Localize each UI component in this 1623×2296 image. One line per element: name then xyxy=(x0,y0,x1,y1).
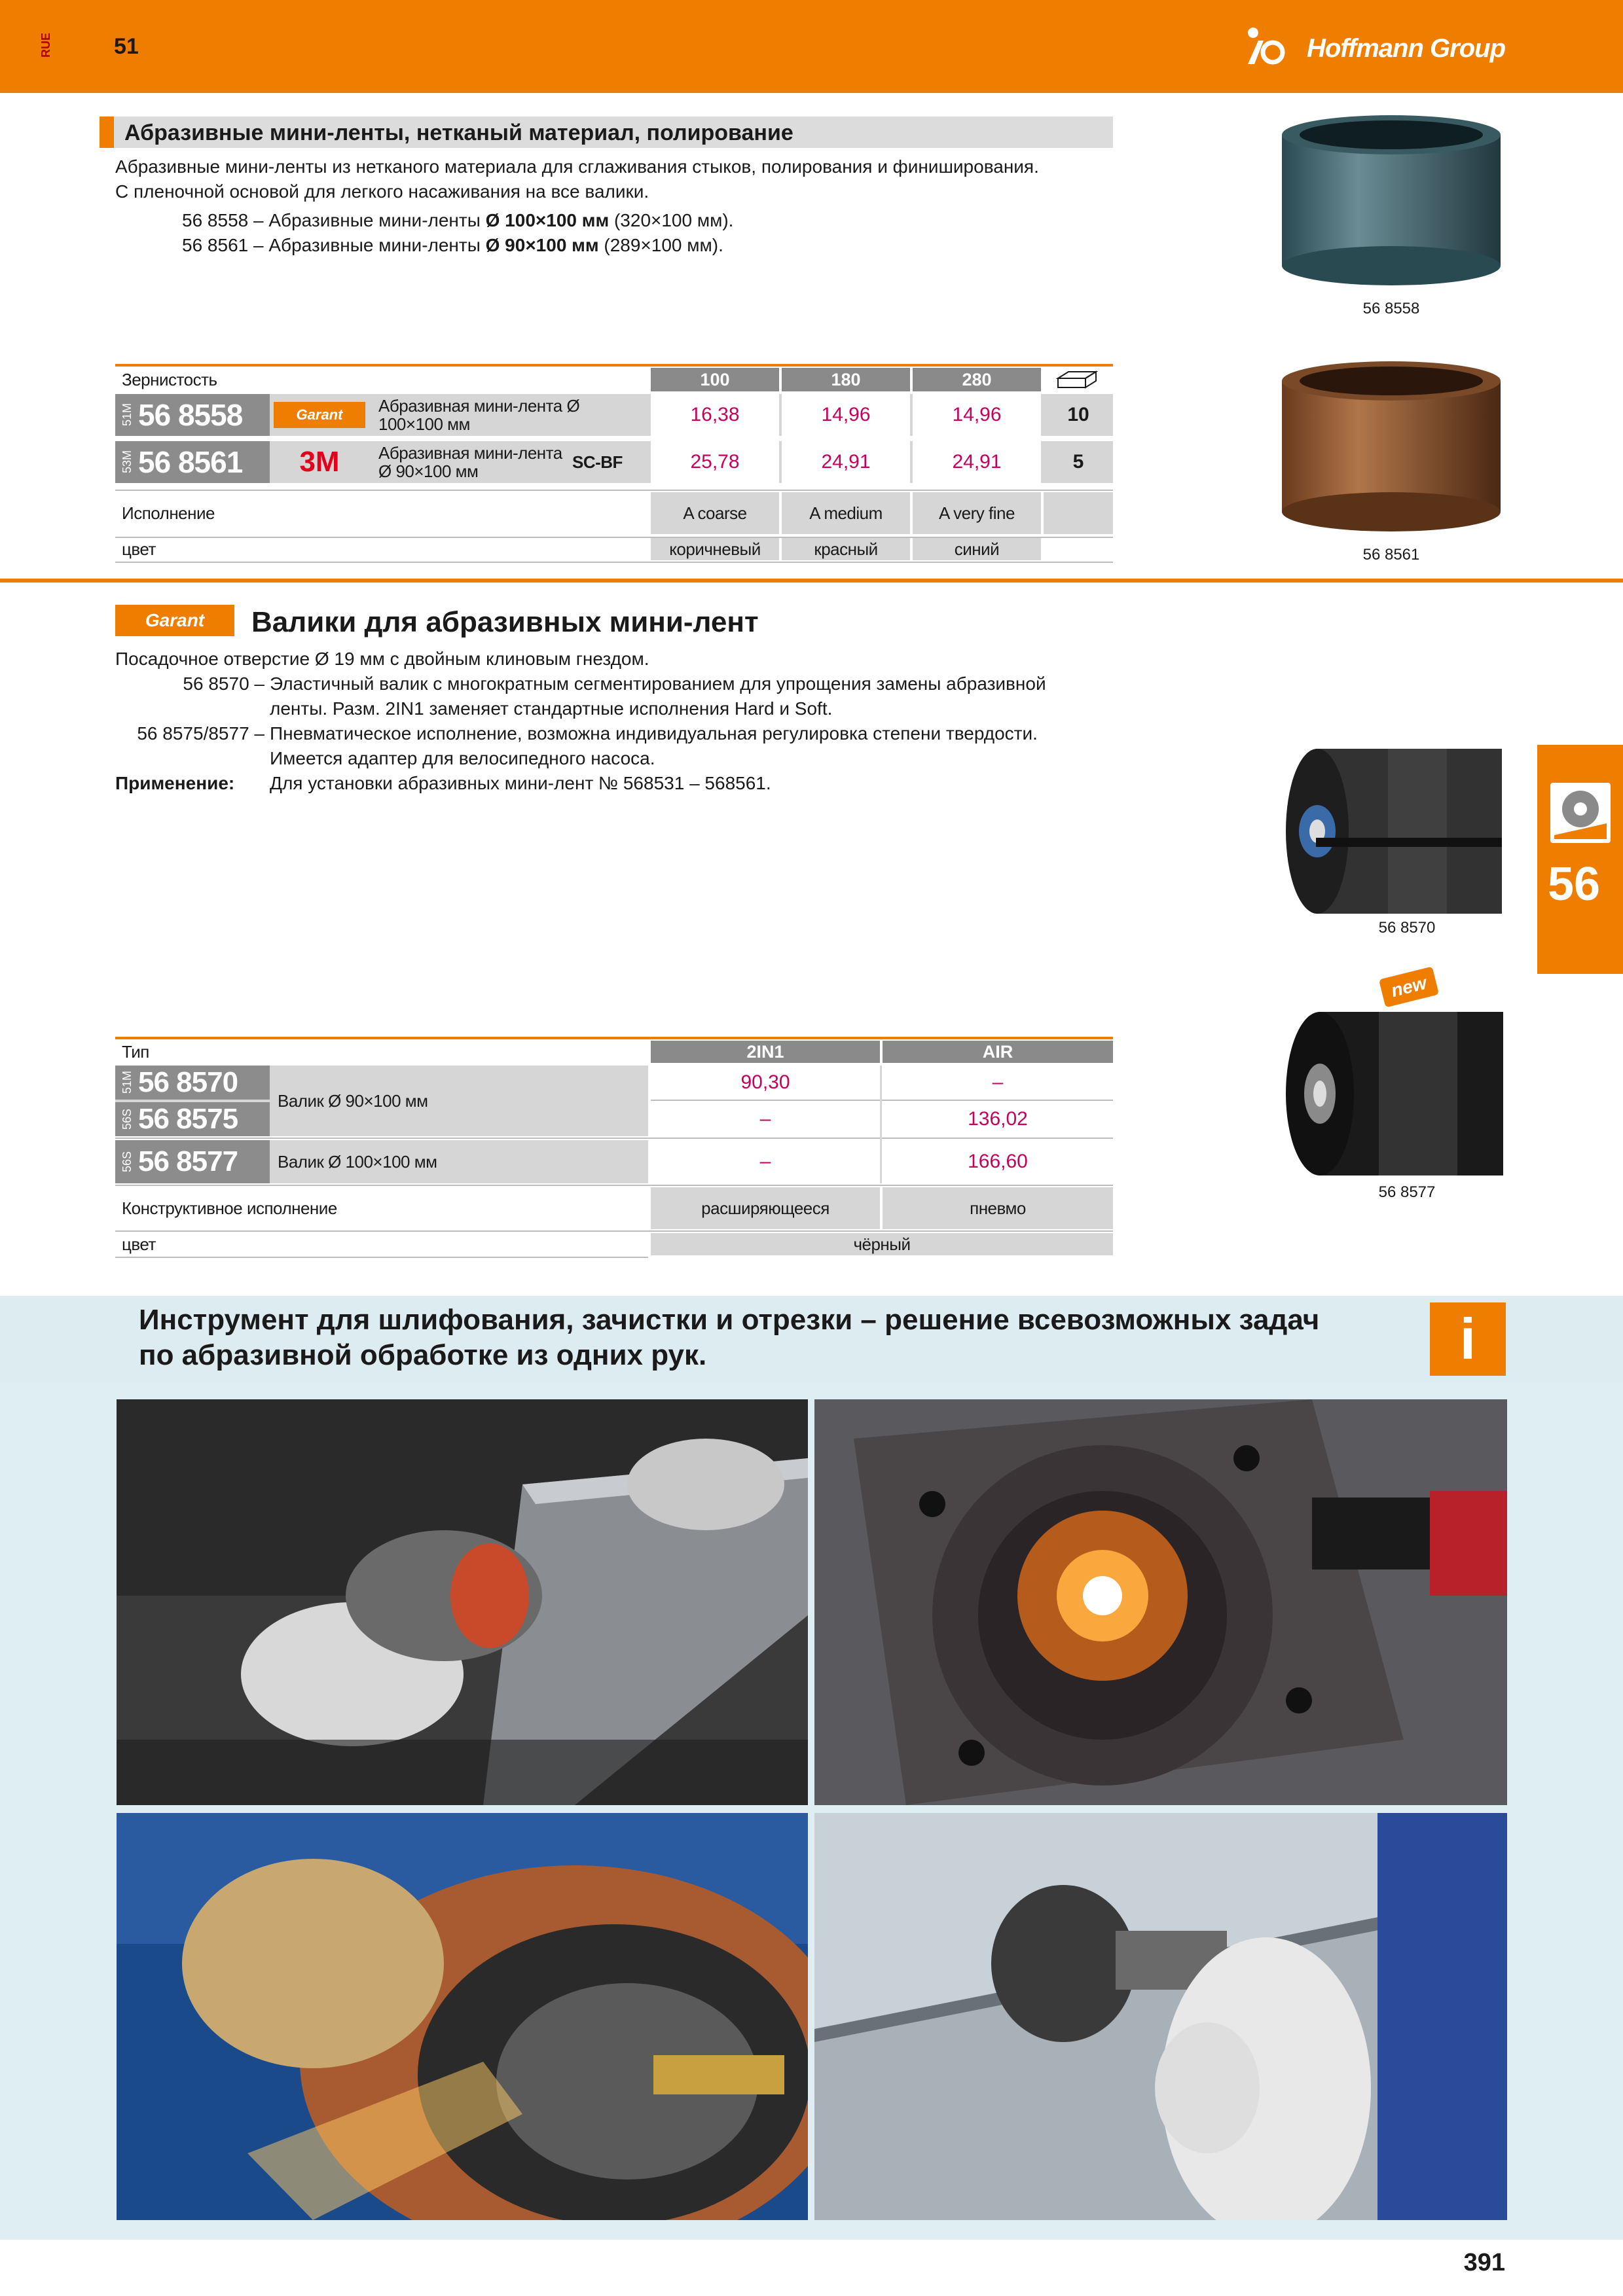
region-tag: RUE xyxy=(39,33,52,58)
item-text: Пневматическое исполнение, возможна индивидуальная регулировка степени твердости. xyxy=(270,723,1038,744)
page-number: 391 xyxy=(1463,2249,1505,2276)
color-cell: красный xyxy=(782,538,910,560)
section-divider xyxy=(0,579,1623,583)
price-cell: 14,96 xyxy=(782,394,910,436)
item-extra: (289×100 мм). xyxy=(604,235,723,255)
row-divider xyxy=(651,1100,1113,1101)
table-top-rule xyxy=(115,364,1113,367)
application-text: Для установки абразивных мини-лент № 568531 – 568561. xyxy=(270,773,771,793)
image-caption: 56 8577 xyxy=(1378,1183,1436,1201)
photo-sparks xyxy=(814,1399,1507,1805)
color-label: цвет xyxy=(122,1234,156,1254)
article-code: 56 8561 xyxy=(138,445,243,479)
price-cell: – xyxy=(992,1071,1004,1093)
price-cell: 24,91 xyxy=(913,441,1041,483)
item-list xyxy=(115,672,1176,796)
table-top-rule xyxy=(115,1037,1113,1039)
color-cell: синий xyxy=(913,538,1041,560)
execution-label: Исполнение xyxy=(122,503,215,523)
article-prefix: 56S xyxy=(120,1151,134,1173)
item-code: 56 8558 – xyxy=(182,210,264,230)
type-header: AIR xyxy=(883,1041,1113,1063)
list-item xyxy=(115,672,1176,721)
info-title xyxy=(139,1302,1383,1373)
row-divider xyxy=(115,1185,1113,1186)
info-icon: i xyxy=(1430,1302,1506,1376)
new-badge xyxy=(1379,966,1439,1007)
description-line: Абразивные мини-ленты из нетканого материала для сглаживания стыков, полирования и финиширования. xyxy=(115,156,1039,177)
row-description: Абразивная мини-лента Ø 90×100 мм xyxy=(378,443,562,481)
cutting-disc-icon xyxy=(1550,783,1611,843)
chapter-number: 51 xyxy=(114,34,139,59)
type-header: 2IN1 xyxy=(651,1041,880,1063)
photo-angle-grinder xyxy=(117,1399,808,1805)
photo-weld-brushing xyxy=(814,1813,1507,2220)
row-divider xyxy=(115,1230,1113,1232)
price-cell: 16,38 xyxy=(651,394,779,436)
photo-belt-sander xyxy=(117,1813,808,2220)
item-extra: (320×100 мм). xyxy=(613,210,734,230)
product-image-blue-band xyxy=(1277,113,1506,296)
grit-header: 100 xyxy=(651,368,779,391)
section-description: Посадочное отверстие Ø 19 мм с двойным клиновым гнездом. xyxy=(115,649,649,669)
article-code: 56 8575 xyxy=(138,1103,238,1135)
info-title-line: Инструмент для шлифования, зачистки и отрезки – решение всевозможных задач xyxy=(139,1304,1320,1336)
section-title: Валики для абразивных мини-лент xyxy=(251,606,759,638)
grit-label: Зернистость xyxy=(122,369,217,389)
row-divider xyxy=(115,1138,1113,1139)
execution-cell: A very fine xyxy=(913,492,1041,534)
article-number xyxy=(115,394,270,436)
section-title-bar xyxy=(100,117,1113,148)
image-caption: 56 8570 xyxy=(1378,919,1436,937)
color-cell: чёрный xyxy=(651,1233,1113,1255)
grit-header: 180 xyxy=(782,368,910,391)
price-cell: – xyxy=(759,1151,771,1172)
type-label: Тип xyxy=(122,1041,149,1062)
description-line: С пленочной основой для легкого насаживания на все валики. xyxy=(115,181,649,202)
list-item xyxy=(115,721,1176,771)
item-text: Абразивные мини-ленты xyxy=(268,235,481,255)
article-prefix: 51M xyxy=(120,403,134,427)
item-code: 56 8575/8577 – xyxy=(137,723,264,744)
info-title-line: по абразивной обработке из одних рук. xyxy=(139,1339,707,1371)
brand-name: Hoffmann Group xyxy=(1306,34,1505,63)
article-code: 56 8570 xyxy=(138,1066,238,1098)
brand-label: Garant xyxy=(296,406,343,423)
price-cell: 25,78 xyxy=(651,441,779,483)
image-caption: 56 8561 xyxy=(1362,546,1420,564)
list-item xyxy=(182,208,1099,233)
row-variant: SC-BF xyxy=(572,452,623,472)
3m-logo: 3M xyxy=(299,446,340,478)
item-text: ленты. Разм. 2IN1 заменяет стандартные исполнения Hard и Soft. xyxy=(270,698,833,719)
price-cell: 90,30 xyxy=(740,1071,790,1093)
article-number xyxy=(115,441,270,483)
item-list xyxy=(182,208,1099,258)
article-prefix: 56S xyxy=(120,1108,134,1130)
article-code: 56 8577 xyxy=(138,1145,238,1177)
item-code: 56 8561 – xyxy=(182,235,264,255)
article-code: 56 8558 xyxy=(138,398,243,432)
pack-quantity: 10 xyxy=(1067,404,1089,425)
garant-logo xyxy=(115,605,234,636)
grit-header: 280 xyxy=(913,368,1041,391)
article-number xyxy=(115,1102,270,1136)
price-cell: – xyxy=(759,1108,771,1130)
item-size: Ø 90×100 мм xyxy=(485,235,599,255)
construction-label: Конструктивное исполнение xyxy=(122,1198,337,1218)
brand-label: Garant xyxy=(145,610,205,630)
article-number xyxy=(115,1066,270,1100)
item-code: 56 8570 – xyxy=(183,673,264,694)
garant-logo xyxy=(274,402,365,428)
price-cell: 136,02 xyxy=(968,1108,1028,1130)
row-description: Валик Ø 90×100 мм xyxy=(278,1090,428,1111)
row-divider xyxy=(115,490,1113,491)
row-description: Абразивная мини-лента Ø 100×100 мм xyxy=(378,396,580,434)
product-image-roller xyxy=(1277,740,1512,923)
article-prefix: 53M xyxy=(120,450,134,474)
row-description: Валик Ø 100×100 мм xyxy=(278,1151,437,1172)
price-cell: 14,96 xyxy=(913,394,1041,436)
price-cell: 166,60 xyxy=(968,1151,1028,1172)
row-divider xyxy=(115,562,1113,563)
article-number xyxy=(115,1140,270,1183)
construction-cell: расширяющееся xyxy=(651,1187,880,1229)
section-title: Абразивные мини-ленты, нетканый материал, полирование xyxy=(124,120,793,145)
image-caption: 56 8558 xyxy=(1362,300,1420,317)
execution-cell: A coarse xyxy=(651,492,779,534)
execution-cell: A medium xyxy=(782,492,910,534)
application-line xyxy=(115,771,1176,796)
product-image-brown-band xyxy=(1277,359,1506,542)
construction-cell: пневмо xyxy=(883,1187,1113,1229)
empty-cell xyxy=(1044,492,1113,534)
column-divider xyxy=(880,1066,882,1183)
application-label: Применение: xyxy=(115,773,235,793)
package-icon xyxy=(1055,368,1099,391)
chapter-number: 56 xyxy=(1548,858,1601,910)
price-cell: 24,91 xyxy=(782,441,910,483)
article-prefix: 51M xyxy=(120,1071,134,1094)
row-divider xyxy=(115,1257,648,1258)
new-badge-label: new xyxy=(1389,972,1429,1001)
color-cell: коричневый xyxy=(651,538,779,560)
color-label: цвет xyxy=(122,539,156,559)
item-text: Абразивные мини-ленты xyxy=(268,210,481,230)
pack-quantity: 5 xyxy=(1072,451,1084,473)
section-description xyxy=(115,154,1163,204)
item-text: Имеется адаптер для велосипедного насоса. xyxy=(270,748,655,768)
item-text: Эластичный валик с многократным сегментированием для упрощения замены абразивной xyxy=(270,673,1046,694)
item-size: Ø 100×100 мм xyxy=(485,210,610,230)
list-item xyxy=(182,233,1099,258)
hoffmann-logo-icon xyxy=(1245,26,1286,65)
product-image-pneumatic-roller xyxy=(1274,1003,1516,1185)
